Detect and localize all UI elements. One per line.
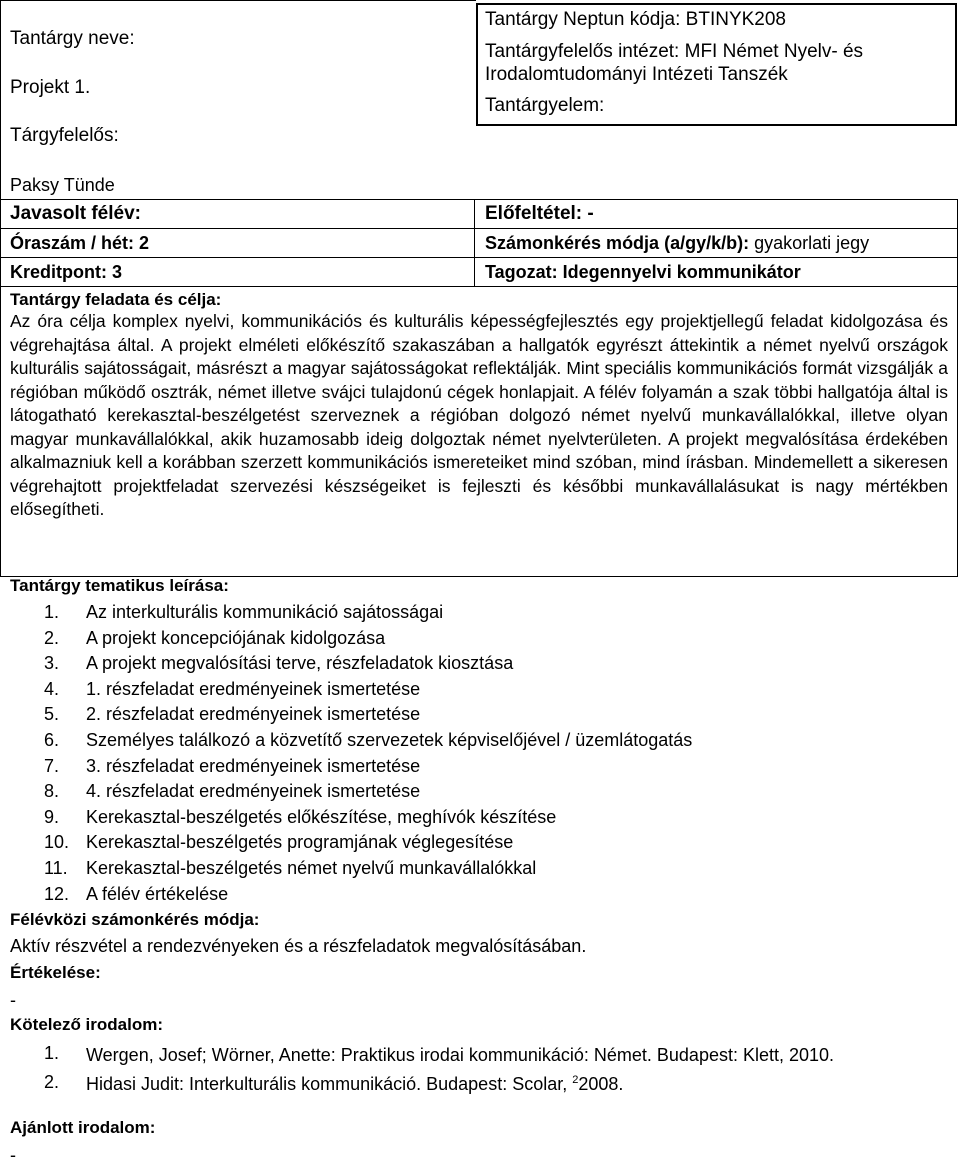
topic-item	[10, 600, 950, 626]
topic-number: 9.	[44, 806, 60, 827]
topic-text: Személyes találkozó a közvetítő szervezetek képviselőjével / üzemlátogatás	[86, 729, 693, 750]
topic-text: Kerekasztal-beszélgetés német nyelvű munkavállalókkal	[86, 857, 537, 878]
exam-method-label: Számonkérés módja (a/gy/k/b):	[485, 233, 750, 253]
topic-text: Kerekasztal-beszélgetés előkészítése, meghívók készítése	[86, 806, 557, 827]
midterm-heading: Félévközi számonkérés módja:	[10, 910, 260, 929]
topic-item	[10, 677, 950, 703]
semester-label: Javasolt félév:	[10, 203, 141, 224]
institute-line2: Irodalomtudományi Intézeti Tanszék	[485, 64, 788, 85]
required-item-num: 1.	[44, 1043, 60, 1063]
topic-text: 2. részfeladat eredményeinek ismertetése	[86, 704, 421, 725]
aim-text: Az óra célja komplex nyelvi, kommunikációs és kulturális képességfejlesztés egy projektjellegű feladat kidolgozása és végrehajtása által. A projekt elméleti előkészítő szakaszában a hallgatók egyrészt áttekintik a német nyelvű országok kulturális sajátosságait, másrészt a magyar sajátosságokat reflektálják. Mint speciális kommunikációs formát vizsgálják a régióban működő osztrák, német illetve svájci tulajdonú cégek honlapjait. A félév folyamán a szak többi hallgatója által is látogatható kerekasztal-beszélgetést szerveznek a régióban dolgozó német nyelvű munkavállalókkal, illetve olyan magyar munkavállalókkal, akik huzamosabb ideig dolgoztak német nyelvterületen. A projekt megvalósítása érdekében alkalmazniuk kell a korábban szerzett kommunikációs ismereteiket mind szóban, mind írásban. Mindemellett a sikeresen végrehajtott projektfeladat szervezési készségeiket is fejleszti és későbbi munkavállalásukat is nagy mértékben elősegítheti.	[10, 311, 948, 519]
institute-line1: Tantárgyfelelős intézet: MFI Német Nyelv- és	[485, 41, 864, 62]
required-item-year: 2008.	[578, 1074, 624, 1094]
topics-heading: Tantárgy tematikus leírása:	[10, 576, 229, 595]
topic-item	[10, 856, 950, 882]
topics-list	[10, 600, 950, 907]
exam-method	[485, 233, 869, 253]
topic-item	[10, 754, 950, 780]
topic-number: 6.	[44, 729, 60, 750]
topic-item	[10, 882, 950, 908]
topic-text: A félév értékelése	[86, 883, 229, 904]
midterm-text: Aktív részvétel a rendezvényeken és a részfeladatok megvalósításában.	[10, 936, 587, 956]
required-item-text: Wergen, Josef; Wörner, Anette: Praktikus irodai kommunikáció: Német. Budapest: Klett, 2010.	[86, 1045, 835, 1065]
required-item-text	[86, 1072, 906, 1097]
subject-element: Tantárgyelem:	[485, 95, 605, 116]
info-divider	[474, 199, 475, 287]
topic-text: A projekt koncepciójának kidolgozása	[86, 627, 386, 648]
responsible-name: Paksy Tünde	[10, 175, 115, 195]
topic-item	[10, 651, 950, 677]
topic-text: A projekt megvalósítási terve, részfeladatok kiosztása	[86, 653, 514, 674]
responsible-label: Tárgyfelelős:	[10, 125, 119, 146]
required-heading: Kötelező irodalom:	[10, 1015, 164, 1034]
recommended-text: -	[10, 1145, 16, 1165]
required-list	[10, 1043, 910, 1097]
topic-number: 10.	[44, 832, 70, 853]
topic-item	[10, 805, 950, 831]
topic-number: 12.	[44, 883, 70, 904]
subject-name: Projekt 1.	[10, 77, 91, 98]
required-item	[10, 1043, 910, 1068]
required-item	[10, 1072, 910, 1097]
required-item-text-main: Hidasi Judit: Interkulturális kommunikáció. Budapest: Scolar,	[86, 1074, 573, 1094]
hours: Óraszám / hét: 2	[10, 233, 150, 253]
aim-heading: Tantárgy feladata és célja:	[10, 290, 222, 309]
topic-number: 8.	[44, 781, 60, 802]
neptun-code: Tantárgy Neptun kódja: BTINYK208	[485, 9, 787, 30]
topic-number: 3.	[44, 653, 60, 674]
credit-row	[0, 257, 958, 287]
topic-text: 4. részfeladat eredményeinek ismertetése	[86, 781, 421, 802]
exam-method-value: gyakorlati jegy	[749, 233, 870, 253]
topic-number: 11.	[44, 857, 68, 878]
topic-text: Kerekasztal-beszélgetés programjának véglegesítése	[86, 832, 514, 853]
edition-superscript: 2	[572, 1074, 579, 1086]
topic-item	[10, 728, 950, 754]
topic-text: 3. részfeladat eredményeinek ismertetése	[86, 755, 421, 776]
evaluation-heading: Értékelése:	[10, 963, 101, 982]
prerequisite: Előfeltétel: -	[485, 203, 594, 224]
topic-text: Az interkulturális kommunikáció sajátosságai	[86, 602, 444, 622]
track: Tagozat: Idegennyelvi kommunikátor	[485, 262, 801, 282]
topic-item	[10, 626, 950, 652]
required-item-num: 2.	[44, 1072, 60, 1092]
topic-item	[10, 702, 950, 728]
recommended-heading: Ajánlott irodalom:	[10, 1118, 156, 1137]
topic-item	[10, 779, 950, 805]
topic-number: 7.	[44, 755, 60, 776]
evaluation-text: -	[10, 990, 16, 1010]
topic-number: 4.	[44, 678, 60, 699]
topic-number: 1.	[44, 602, 60, 622]
semester-row	[0, 199, 958, 229]
topic-item	[10, 830, 950, 856]
subject-name-label: Tantárgy neve:	[10, 28, 135, 49]
credit: Kreditpont: 3	[10, 262, 122, 282]
topic-text: 1. részfeladat eredményeinek ismertetése	[86, 678, 421, 699]
topic-number: 5.	[44, 704, 60, 725]
topic-number: 2.	[44, 627, 60, 648]
